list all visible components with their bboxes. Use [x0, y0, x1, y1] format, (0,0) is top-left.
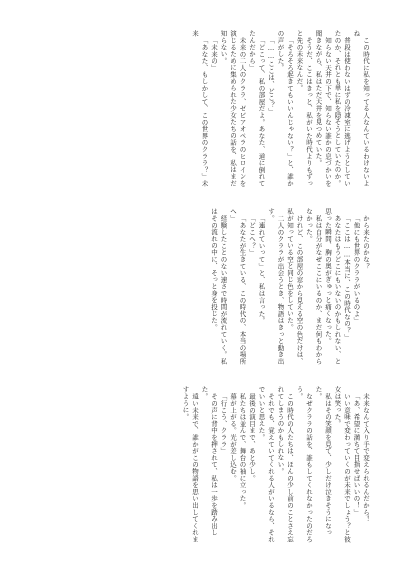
paragraph: 未来なんて入り手で変えられるんだから！: [362, 392, 370, 522]
paragraph: 「行こう、クララ」: [219, 392, 228, 454]
paragraph: けれど、この部屋の窓から見える空の色だけは、私が知っている空と同じ色をしていた。: [286, 208, 304, 365]
paragraph: この時代の人たちは、ほんの少し前のことさえ忘れてしまうのかもしれない。: [276, 386, 294, 543]
paragraph: から来たのかな？: [362, 214, 370, 269]
paragraph: 「あなた、もしかして、この世界のクララ？」未来: [191, 30, 209, 187]
paragraph: いい意味で変わっていくのが未来でしょう？と彼女は笑った。: [333, 386, 351, 543]
paragraph: 幕が上がる。光が差し込む。: [229, 392, 237, 481]
paragraph: 「あ、希望に満ちて目指せばいいの！」: [352, 392, 361, 515]
paragraph: 普段は使わないはずの冷凍室に逃げようとしていたのか、それとも単に私を隠そうとしていたのか。: [333, 30, 351, 187]
paragraph: 未来の二人のクララ、ゼビアオペラのヒロインを演じるために集められた少女たちの話を、私はまだ知らない。: [219, 30, 247, 187]
paragraph: 「未来の」: [210, 36, 218, 71]
paragraph: 最後の演目まで、あと少し。: [248, 392, 256, 481]
paragraph: あなたはもうどこにもいないのかもしれない、と思った瞬間、胸の奥がぎゅっと痛くなった。: [324, 208, 342, 365]
text-tier-middle: [36, 208, 370, 368]
paragraph: 私はその笑顔を見て、少しだけ泣きそうになった。: [314, 386, 332, 536]
paragraph: 知らない天井の下で、知らない誰かの息づかいを聞きながら、私はただ天井を見つめていた。: [314, 30, 332, 187]
paragraph: 「あなたが生きている、この時代の、本当の場所へ」: [229, 208, 247, 365]
paragraph: その声に背中を押されて、私は一歩を踏み出した。: [200, 386, 218, 536]
paragraph: そうだ、ここはきっと、私がいた時代よりもずっと先の未来なんだ。: [295, 30, 313, 187]
text-tier-bottom: [36, 386, 370, 546]
paragraph: なぜクララの話を、誰もしてくれなかったのだろう。: [295, 386, 313, 543]
paragraph: それでも、覚えていてくれる人がいるなら、それでいいと思えた。: [257, 386, 275, 543]
paragraph: 「……ここは、どこ？」: [267, 36, 275, 115]
text-tier-top: [36, 30, 370, 190]
paragraph: 経験したことのない速さで時間が流れていく。私はその流れの中に、そっと身を投じた。: [210, 208, 228, 365]
paragraph: 私は自分がなぜここにいるのか、まだ何もわからなかった。: [305, 208, 323, 365]
paragraph: 「連れていって」と、私は言った。: [257, 214, 266, 324]
paragraph: この時代に私を知ってる人なんているわけないよね: [352, 30, 370, 187]
paragraph: 私たちは並んで、舞台の袖に立った。: [238, 392, 247, 509]
paragraph: 「どこって、私の部屋だよ。あなた、道に倒れてたんだから」: [248, 30, 266, 187]
paragraph: 「そろそろ起きてもいいんじゃない？」と、誰かの声がした。: [276, 30, 294, 187]
paragraph: 「ここは……本当に、この時代なの？」: [343, 214, 351, 340]
paragraph: 「どこへ？」: [248, 214, 256, 256]
paragraph: 遠い未来で、誰かがこの物語を思い出してくれますように。: [181, 386, 199, 543]
paragraph: 「他にも世界のクララがいるのよ」: [352, 214, 361, 324]
paragraph: 二人のクララが出会うとき、物語はきっと動き出す。: [267, 208, 285, 365]
